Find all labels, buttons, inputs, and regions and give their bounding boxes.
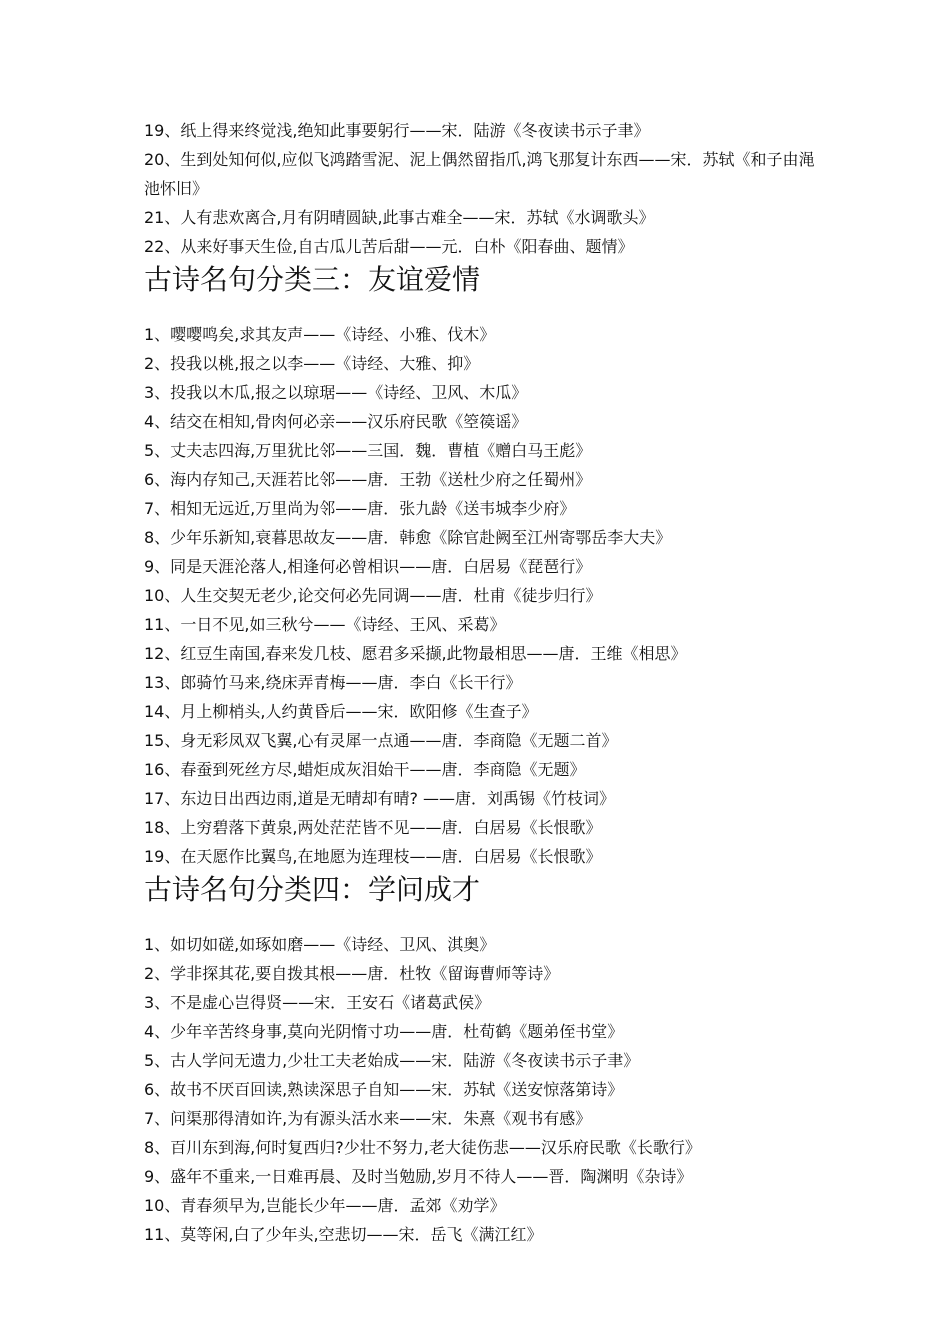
section-heading-friendship: 古诗名句分类三：友谊爱情 [144, 263, 481, 296]
list-item: 2、学非探其花,要自拨其根——唐．杜牧《留诲曹师等诗》 [144, 964, 560, 983]
list-item: 4、结交在相知,骨肉何必亲——汉乐府民歌《箜篌谣》 [144, 412, 528, 431]
list-item: 14、月上柳梢头,人约黄昏后——宋．欧阳修《生查子》 [144, 702, 538, 721]
list-item: 11、莫等闲,白了少年头,空悲切——宋．岳飞《满江红》 [144, 1225, 543, 1244]
list-item: 8、少年乐新知,衰暮思故友——唐．韩愈《除官赴阙至江州寄鄂岳李大夫》 [144, 528, 672, 547]
list-item: 11、一日不见,如三秋兮——《诗经、王风、采葛》 [144, 615, 506, 634]
list-item: 17、东边日出西边雨,道是无晴却有晴? ——唐．刘禹锡《竹枝词》 [144, 789, 616, 808]
list-item: 6、故书不厌百回读,熟读深思子自知——宋．苏轼《送安惊落第诗》 [144, 1080, 624, 1099]
list-item: 20、生到处知何似,应似飞鸿踏雪泥、泥上偶然留指爪,鸿飞那复计东西——宋．苏轼《和子由渑池怀旧》 [144, 150, 815, 198]
intro-quote-list [144, 116, 824, 261]
list-item: 7、问渠那得清如许,为有源头活水来——宋．朱熹《观书有感》 [144, 1109, 592, 1128]
list-item: 13、郎骑竹马来,绕床弄青梅——唐．李白《长干行》 [144, 673, 522, 692]
list-item: 21、人有悲欢离合,月有阴晴圆缺,此事古难全——宋．苏轼《水调歌头》 [144, 208, 655, 227]
friendship-quote-list [144, 320, 824, 871]
list-item: 2、投我以桃,报之以李——《诗经、大雅、抑》 [144, 354, 480, 373]
list-item: 4、少年辛苦终身事,莫向光阴惰寸功——唐．杜荀鹤《题弟侄书堂》 [144, 1022, 624, 1041]
list-item: 5、丈夫志四海,万里犹比邻——三国．魏．曹植《赠白马王彪》 [144, 441, 592, 460]
list-item: 18、上穷碧落下黄泉,两处茫茫皆不见——唐．白居易《长恨歌》 [144, 818, 602, 837]
list-item: 1、如切如磋,如琢如磨——《诗经、卫风、淇奥》 [144, 935, 496, 954]
list-item: 5、古人学问无遗力,少壮工夫老始成——宋．陆游《冬夜读书示子聿》 [144, 1051, 640, 1070]
list-item: 9、盛年不重来,一日难再晨、及时当勉励,岁月不待人——晋．陶渊明《杂诗》 [144, 1167, 693, 1186]
list-item: 22、从来好事天生俭,自古瓜儿苦后甜——元．白朴《阳春曲、题情》 [144, 237, 634, 256]
list-item: 19、纸上得来终觉浅,绝知此事要躬行——宋．陆游《冬夜读书示子聿》 [144, 121, 650, 140]
list-item: 6、海内存知己,天涯若比邻——唐．王勃《送杜少府之任蜀州》 [144, 470, 592, 489]
list-item: 19、在天愿作比翼鸟,在地愿为连理枝——唐．白居易《长恨歌》 [144, 847, 602, 866]
list-item: 3、投我以木瓜,报之以琼琚——《诗经、卫风、木瓜》 [144, 383, 528, 402]
list-item: 8、百川东到海,何时复西归?少壮不努力,老大徒伤悲——汉乐府民歌《长歌行》 [144, 1138, 701, 1157]
list-item: 1、嘤嘤鸣矣,求其友声——《诗经、小雅、伐木》 [144, 325, 496, 344]
document-body [144, 116, 824, 1249]
list-item: 9、同是天涯沦落人,相逢何必曾相识——唐．白居易《琵琶行》 [144, 557, 592, 576]
section-heading-learning: 古诗名句分类四：学问成才 [144, 873, 481, 906]
list-item: 7、相知无远近,万里尚为邻——唐．张九龄《送韦城李少府》 [144, 499, 576, 518]
list-item: 15、身无彩凤双飞翼,心有灵犀一点通——唐．李商隐《无题二首》 [144, 731, 618, 750]
list-item: 10、青春须早为,岂能长少年——唐．孟郊《劝学》 [144, 1196, 506, 1215]
list-item: 3、不是虚心岂得贤——宋．王安石《诸葛武侯》 [144, 993, 491, 1012]
list-item: 10、人生交契无老少,论交何必先同调——唐．杜甫《徒步归行》 [144, 586, 602, 605]
list-item: 16、春蚕到死丝方尽,蜡炬成灰泪始干——唐．李商隐《无题》 [144, 760, 586, 779]
list-item: 12、红豆生南国,春来发几枝、愿君多采撷,此物最相思——唐．王维《相思》 [144, 644, 687, 663]
learning-quote-list [144, 930, 824, 1249]
